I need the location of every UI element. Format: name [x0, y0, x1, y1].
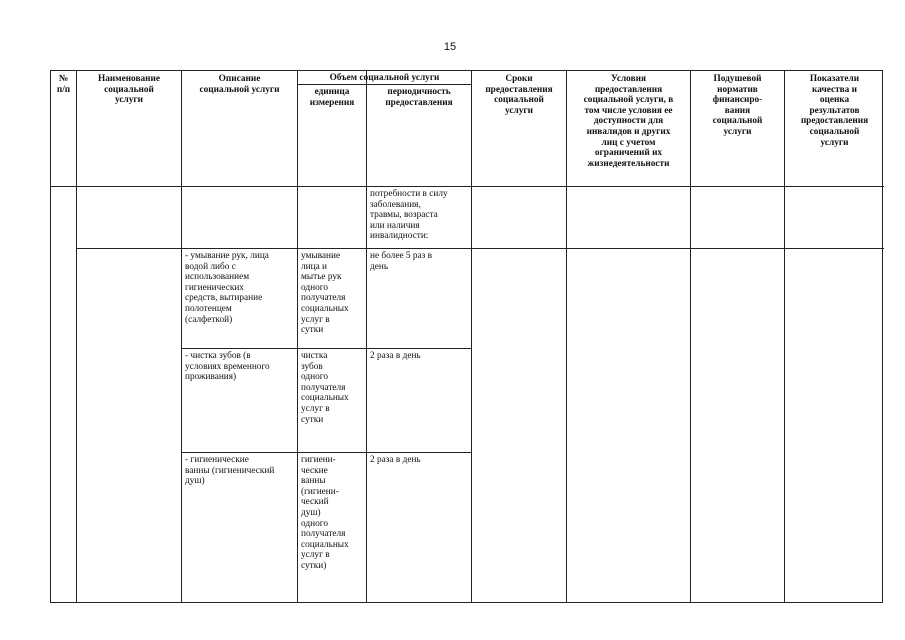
header-num: № п/п: [56, 74, 71, 95]
header-norm: Подушевой норматив финансиро- вания социальной услуги: [712, 74, 763, 137]
continuation-bottom-line: [76, 248, 884, 249]
header-name: Наименование социальной услуги: [98, 74, 160, 106]
row2-description: - чистка зубов (в условиях временного проживания): [185, 351, 270, 383]
page-number: 15: [443, 41, 457, 53]
row1-unit: умывание лица и мытье рук одного получателя социальных услуг в сутки: [301, 251, 349, 336]
header-terms: Сроки предоставления социальной услуги: [485, 74, 553, 116]
header-unit: единица измерения: [309, 87, 355, 108]
col-divider: [366, 71, 367, 602]
continuation-periodicity: потребности в силу заболевания, травмы, возраста или наличия инвалидности:: [370, 189, 448, 242]
col-divider: [297, 71, 298, 602]
row1-description: - умывание рук, лица водой либо с использованием гигиенических средств, вытирание полотенцем (салфеткой): [185, 251, 269, 325]
services-table: [50, 70, 883, 603]
row2-periodicity: 2 раза в день: [370, 351, 421, 361]
header-bottom-line: [51, 186, 884, 187]
header-volume: Объем социальной услуги: [329, 73, 440, 83]
row1-periodicity: не более 5 раз в день: [370, 251, 433, 272]
header-periodicity: периодичность предоставления: [385, 87, 453, 108]
header-conditions: Условия предоставления социальной услуги, в том числе условия ее доступности для инвалидов и других лиц с учетом ограничений их жизнедеятельности: [583, 74, 674, 169]
row2-unit: чистка зубов одного получателя социальных услуг в сутки: [301, 351, 349, 425]
row3-unit: гигиени- ческие ванны (гигиени- ческий душ) одного получателя социальных услуг в сутки): [301, 455, 349, 571]
header-description: Описание социальной услуги: [199, 74, 280, 95]
row3-periodicity: 2 раза в день: [370, 455, 421, 465]
header-quality: Показатели качества и оценка результатов предоставления социальной услуги: [800, 74, 869, 148]
volume-subheader-line: [297, 84, 471, 85]
row-divider: [181, 452, 471, 453]
col-divider: [76, 71, 77, 602]
col-divider: [784, 71, 785, 602]
col-divider: [181, 71, 182, 602]
col-divider: [471, 71, 472, 602]
row-divider: [181, 348, 471, 349]
col-divider: [690, 71, 691, 602]
row3-description: - гигиенические ванны (гигиенический душ): [185, 455, 275, 487]
